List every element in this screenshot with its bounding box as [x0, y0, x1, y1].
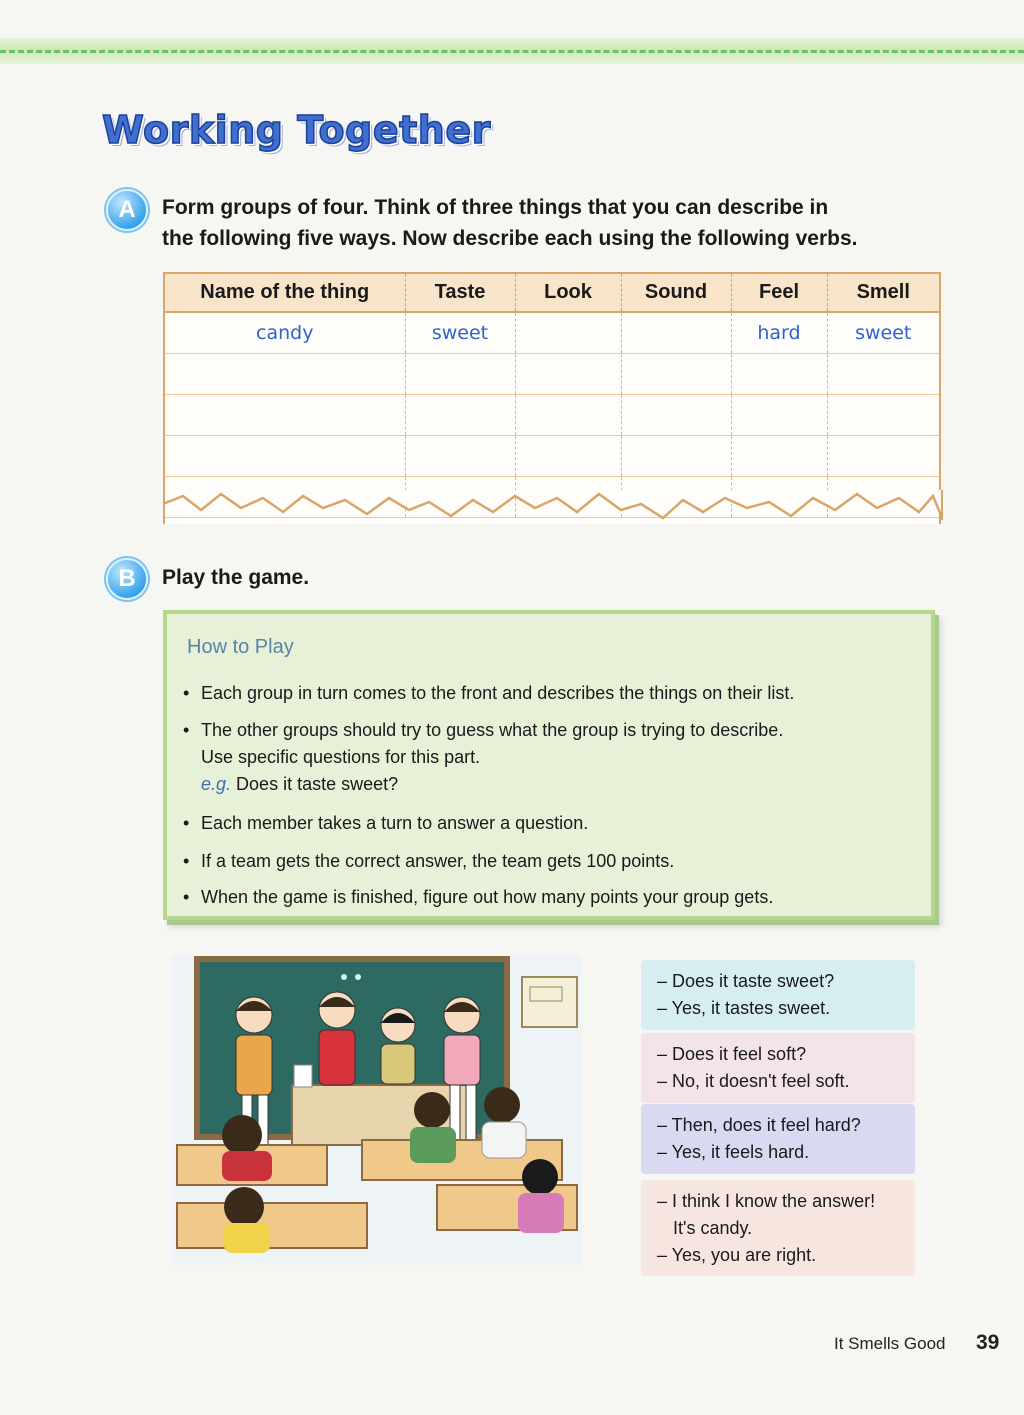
dialogue-line: – I think I know the answer! — [657, 1191, 876, 1211]
page-number: 39 — [976, 1331, 1000, 1354]
dialogue-box — [641, 1180, 915, 1276]
footer-chapter-title: It Smells Good — [834, 1334, 946, 1353]
section-b-instruction: Play the game. — [162, 566, 310, 589]
table-cell[interactable] — [165, 394, 405, 435]
table-cell[interactable] — [165, 435, 405, 476]
header-name: Name of the thing — [165, 274, 405, 312]
dialogue-line: – Yes, it tastes sweet. — [657, 998, 831, 1018]
header-feel: Feel — [731, 274, 827, 312]
table-cell[interactable] — [827, 353, 939, 394]
bullet-icon: • — [183, 720, 190, 740]
table-cell[interactable] — [515, 312, 621, 353]
eg-text: Does it taste sweet? — [236, 774, 399, 794]
dialogue-box — [641, 960, 915, 1030]
table-row — [165, 394, 939, 435]
header-look: Look — [515, 274, 621, 312]
classroom-illustration — [172, 955, 582, 1265]
description-table — [163, 272, 941, 524]
table-cell[interactable] — [405, 394, 515, 435]
torn-edge-zigzag — [163, 490, 943, 530]
bullet-icon: • — [183, 851, 190, 871]
rule-text: If a team gets the correct answer, the team gets 100 points. — [201, 851, 675, 871]
rule-text: Each member takes a turn to answer a question. — [201, 813, 589, 833]
table-cell[interactable] — [731, 435, 827, 476]
dialogue-line: – No, it doesn't feel soft. — [657, 1071, 850, 1091]
table-cell[interactable] — [405, 435, 515, 476]
header-sound: Sound — [621, 274, 731, 312]
section-b-badge: B — [106, 558, 148, 600]
table-row — [165, 312, 939, 353]
bullet-icon: • — [183, 813, 190, 833]
table-cell[interactable] — [405, 353, 515, 394]
how-to-play-box — [163, 610, 935, 920]
table-row — [165, 435, 939, 476]
table-cell[interactable] — [515, 435, 621, 476]
table-cell[interactable]: candy — [165, 312, 405, 353]
rule-text: Each group in turn comes to the front and describes the things on their list. — [201, 683, 795, 703]
rule-item — [183, 884, 773, 911]
rule-item — [183, 680, 794, 707]
dialogue-line: – Yes, it feels hard. — [657, 1142, 810, 1162]
page-title: Working Together — [102, 108, 491, 152]
bullet-icon: • — [183, 683, 190, 703]
table-cell[interactable] — [621, 353, 731, 394]
rule-text: When the game is finished, figure out how many points your group gets. — [201, 887, 774, 907]
table-cell[interactable] — [731, 394, 827, 435]
table-header-row — [165, 274, 939, 312]
dialogue-line: – Yes, you are right. — [657, 1245, 817, 1265]
dialogue-line: It's candy. — [673, 1218, 753, 1238]
table-cell[interactable] — [621, 394, 731, 435]
table-cell[interactable]: hard — [731, 312, 827, 353]
dialogue-line: – Does it feel soft? — [657, 1044, 807, 1064]
how-to-play-heading: How to Play — [187, 636, 294, 658]
rule-text: The other groups should try to guess what the group is trying to describe. — [201, 720, 784, 740]
header-taste: Taste — [405, 274, 515, 312]
table-cell[interactable] — [827, 394, 939, 435]
header-smell: Smell — [827, 274, 939, 312]
table-cell[interactable] — [515, 353, 621, 394]
table-cell[interactable] — [621, 435, 731, 476]
table-cell[interactable]: sweet — [405, 312, 515, 353]
rule-text: Use specific questions for this part. — [201, 747, 481, 767]
bullet-icon: • — [183, 887, 190, 907]
dialogue-box — [641, 1033, 915, 1103]
dialogue-line: – Then, does it feel hard? — [657, 1115, 861, 1135]
table-cell[interactable] — [731, 353, 827, 394]
section-a-badge: A — [106, 189, 148, 231]
dialogue-box — [641, 1104, 915, 1174]
top-decorative-band — [0, 38, 1024, 64]
rule-item — [183, 717, 783, 798]
table-cell[interactable]: sweet — [827, 312, 939, 353]
rule-item — [183, 810, 588, 837]
table-cell[interactable] — [827, 435, 939, 476]
rule-item — [183, 848, 674, 875]
section-a-instruction — [162, 192, 857, 254]
instruction-line-2: the following five ways. Now describe each using the following verbs. — [162, 227, 858, 250]
table-row — [165, 353, 939, 394]
table-cell[interactable] — [165, 353, 405, 394]
eg-label: e.g. — [201, 774, 232, 794]
instruction-line-1: Form groups of four. Think of three things that you can describe in — [162, 196, 829, 219]
dialogue-line: – Does it taste sweet? — [657, 971, 835, 991]
table-cell[interactable] — [621, 312, 731, 353]
table-cell[interactable] — [515, 394, 621, 435]
